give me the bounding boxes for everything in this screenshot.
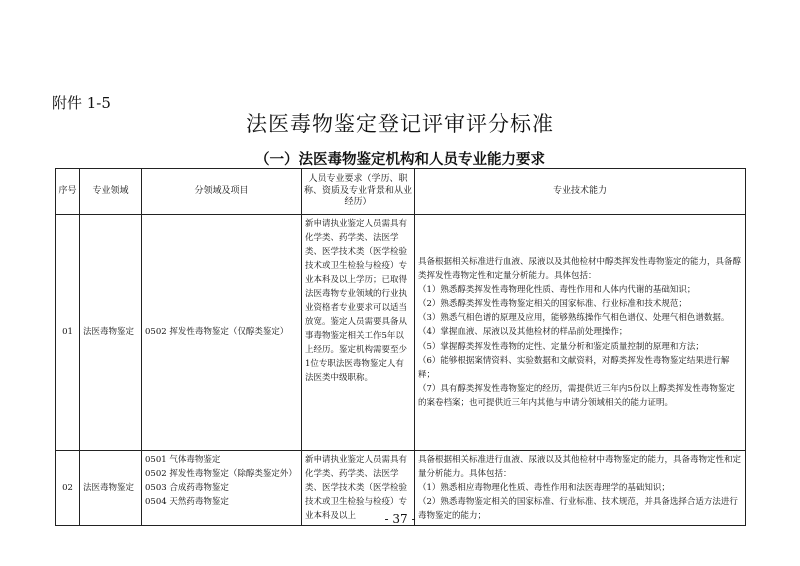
subfield-item: 0502 挥发性毒物鉴定（仅醇类鉴定） [145, 327, 289, 338]
capability-line: （6）能够根据案情资料、实验数据和文献资料，对醇类挥发性毒物鉴定结果进行解释； [418, 355, 730, 380]
header-subfield: 分领域及项目 [142, 169, 302, 215]
row-field: 法医毒物鉴定 [80, 451, 142, 526]
subfield-item: 0501 气体毒物鉴定 [145, 455, 221, 465]
capability-line: （1）熟悉醇类挥发性毒物理化性质、毒性作用和人体内代谢的基础知识； [418, 285, 696, 296]
capability-line: （1）熟悉相应毒物理化性质、毒性作用和法医毒理学的基础知识； [418, 483, 670, 494]
section-subtitle: （一）法医毒物鉴定机构和人员专业能力要求 [255, 151, 545, 168]
subfield-item: 0502 挥发性毒物鉴定（除醇类鉴定外） [145, 469, 297, 480]
header-seq: 序号 [56, 169, 80, 215]
capability-line: （2）熟悉醇类挥发性毒物鉴定相关的国家标准、行业标准和技术规范； [418, 299, 687, 310]
row-capability [415, 215, 746, 451]
subfield-item: 0504 天然药毒物鉴定 [145, 497, 229, 508]
header-capability: 专业技术能力 [415, 169, 746, 215]
row-subfields [142, 215, 302, 451]
attachment-label: 附件 1-5 [52, 94, 111, 112]
row-field: 法医毒物鉴定 [80, 215, 142, 451]
capability-line: 具备根据相关标准进行血液、尿液以及其他检材中醇类挥发性毒物鉴定的能力，具备醇类挥发性毒物定性和定量分析能力。具体包括： [418, 257, 742, 282]
capability-line: 具备根据相关标准进行血液、尿液以及其他检材中毒物鉴定的能力，具备毒物定性和定量分析能力。具体包括： [418, 455, 742, 480]
row-seq: 01 [56, 215, 80, 451]
header-field: 专业领域 [80, 169, 142, 215]
capability-line: （5）掌握醇类挥发性毒物的定性、定量分析和鉴定质量控制的原理和方法； [418, 341, 704, 352]
standards-table [55, 168, 746, 526]
row-seq: 02 [56, 451, 80, 526]
subfield-item: 0503 合成药毒物鉴定 [145, 483, 229, 494]
table-row [56, 215, 746, 451]
header-personnel: 人员专业要求（学历、职称、资质及专业背景和从业经历） [302, 169, 415, 215]
table-header-row [56, 169, 746, 215]
row-personnel: 新申请执业鉴定人员需具有化学类、药学类、法医学类、医学技术类（医学检验技术或卫生检验与检疫）专业本科及以上 [302, 451, 415, 526]
document-title: 法医毒物鉴定登记评审评分标准 [246, 112, 554, 136]
capability-line: （7）具有醇类挥发性毒物鉴定的经历，需提供近三年内5份以上醇类挥发性毒物鉴定的案卷档案；也可提供近三年内其他与申请分领域相关的能力证明。 [418, 383, 735, 408]
row-personnel: 新申请执业鉴定人员需具有化学类、药学类、法医学类、医学技术类（医学检验技术或卫生检验与检疫）专业本科及以上学历；已取得法医毒物专业领域的行业执业资格者专业要求可以适当放宽。鉴定人员需要具备从事毒物鉴定相关工作5年以上经历。鉴定机构需要至少1位专职法医毒物鉴定人有法医类中级职称。 [302, 215, 415, 451]
capability-line: （4）掌握血液、尿液以及其他检材的样品前处理操作； [418, 327, 628, 338]
capability-line: （3）熟悉气相色谱的原理及应用，能够熟练操作气相色谱仪、处理气相色谱数据。 [418, 313, 730, 324]
capability-line: （2）熟悉毒物鉴定相关的国家标准、行业标准、技术规范，并具备选择合适方法进行毒物鉴定的能力； [418, 497, 738, 522]
page-number: - 37 - [384, 512, 416, 526]
